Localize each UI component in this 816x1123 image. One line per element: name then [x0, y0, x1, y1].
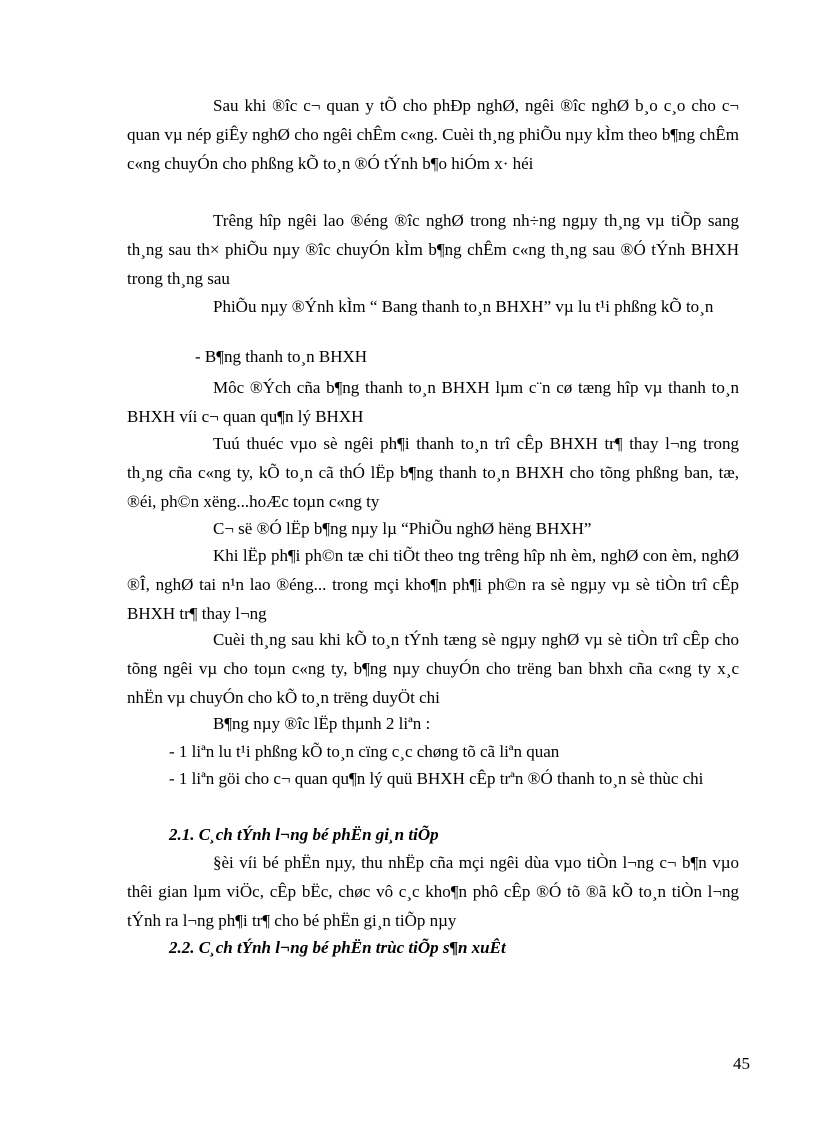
list-item-copy-1: - 1 liªn lu t¹i phßng kÕ to¸n cïng c¸c chøng tõ cã liªn quan [169, 742, 560, 761]
paragraph-end-of-month: Cuèi th¸ng sau khi kÕ to¸n tÝnh tæng sè ngµy nghØ vµ sè tiÒn trî cÊp cho tõng ngêi vµ cho toµn c«ng ty, b¶ng nµy chuyÓn cho trëng ban bhxh cña c«ng ty x¸c nhËn vµ chuyÓn cho kÕ to¸n trëng duyÖt chi [127, 630, 739, 707]
paragraph-sick-leave-report: Sau khi ®îc c¬ quan y tÕ cho phÐp nghØ, ngêi ®îc nghØ b¸o c¸o cho c¬ quan vµ nép giÊy nghØ cho ngêi chÊm c«ng. Cuèi th¸ng phiÕu nµy kÌm theo b¶ng chÊm c«ng chuyÓn cho phßng kÕ to¸n ®Ó tÝnh b¶o hiÓm x· héi [127, 96, 739, 173]
paragraph-two-copies: B¶ng nµy ®îc lËp thµnh 2 liªn : [213, 714, 431, 733]
paragraph-indirect-department: §èi víi bé phËn nµy, thu nhËp cña mçi ngêi dùa vµo tiÒn l¬ng c¬ b¶n vµo thêi gian lµm viÖc, cÊp bËc, chøc vô c¸c kho¶n phô cÊp ®Ó tõ ®ã kÕ to¸n tiÒn l¬ng tÝnh ra l¬ng ph¶i tr¶ cho bé phËn gi¸n tiÕp nµy [127, 853, 739, 930]
paragraph-detailed-grouping: Khi lËp ph¶i ph©n tæ chi tiÕt theo tng trêng hîp nh èm, nghØ con èm, nghØ ®Î, nghØ tai n¹n lao ®éng... trong mçi kho¶n ph¶i ph©n ra sè ngµy vµ sè tiÒn trî cÊp BHXH tr¶ thay l¬ng [127, 546, 739, 623]
paragraph-form-attached: PhiÕu nµy ®Ýnh kÌm “ Bang thanh to¸n BHXH” vµ lu t¹i phßng kÕ to¸n [213, 297, 714, 316]
list-item-bhxh-table: - B¶ng thanh to¸n BHXH [195, 347, 368, 366]
paragraph-leave-next-month: Trêng hîp ngêi lao ®éng ®îc nghØ trong nh÷ng ngµy th¸ng vµ tiÕp sang th¸ng sau th× phiÕu nµy ®îc chuyÓn kÌm b¶ng chÊm c«ng th¸ng sau ®Ó tÝnh BHXH trong th¸ng sau [127, 211, 739, 288]
paragraph-basis: C¬ së ®Ó lËp b¶ng nµy lµ “PhiÕu nghØ hëng BHXH” [213, 519, 592, 538]
paragraph-table-purpose: Môc ®Ých cña b¶ng thanh to¸n BHXH lµm c¨n cø tæng hîp vµ thanh to¸n BHXH víi c¬ quan qu¶n lý BHXH [127, 378, 739, 426]
section-heading-indirect-salary: 2.1. C¸ch tÝnh l¬ng bé phËn gi¸n tiÕp [169, 825, 439, 844]
list-item-copy-2: - 1 liªn göi cho c¬ quan qu¶n lý quü BHXH cÊp trªn ®Ó thanh to¸n sè thùc chi [169, 769, 704, 788]
section-heading-direct-production-salary: 2.2. C¸ch tÝnh l¬ng bé phËn trùc tiÕp s¶n xuÊt [169, 938, 506, 957]
page-number: 45 [733, 1054, 750, 1073]
paragraph-depending-on-number: Tuú thuéc vµo sè ngêi ph¶i thanh to¸n trî cÊp BHXH tr¶ thay l¬ng trong th¸ng cña c«ng ty, kÕ to¸n cã thÓ lËp b¶ng thanh to¸n BHXH cho tõng phßng ban, tæ, ®éi, ph©n xëng...hoÆc toµn c«ng ty [127, 434, 739, 511]
